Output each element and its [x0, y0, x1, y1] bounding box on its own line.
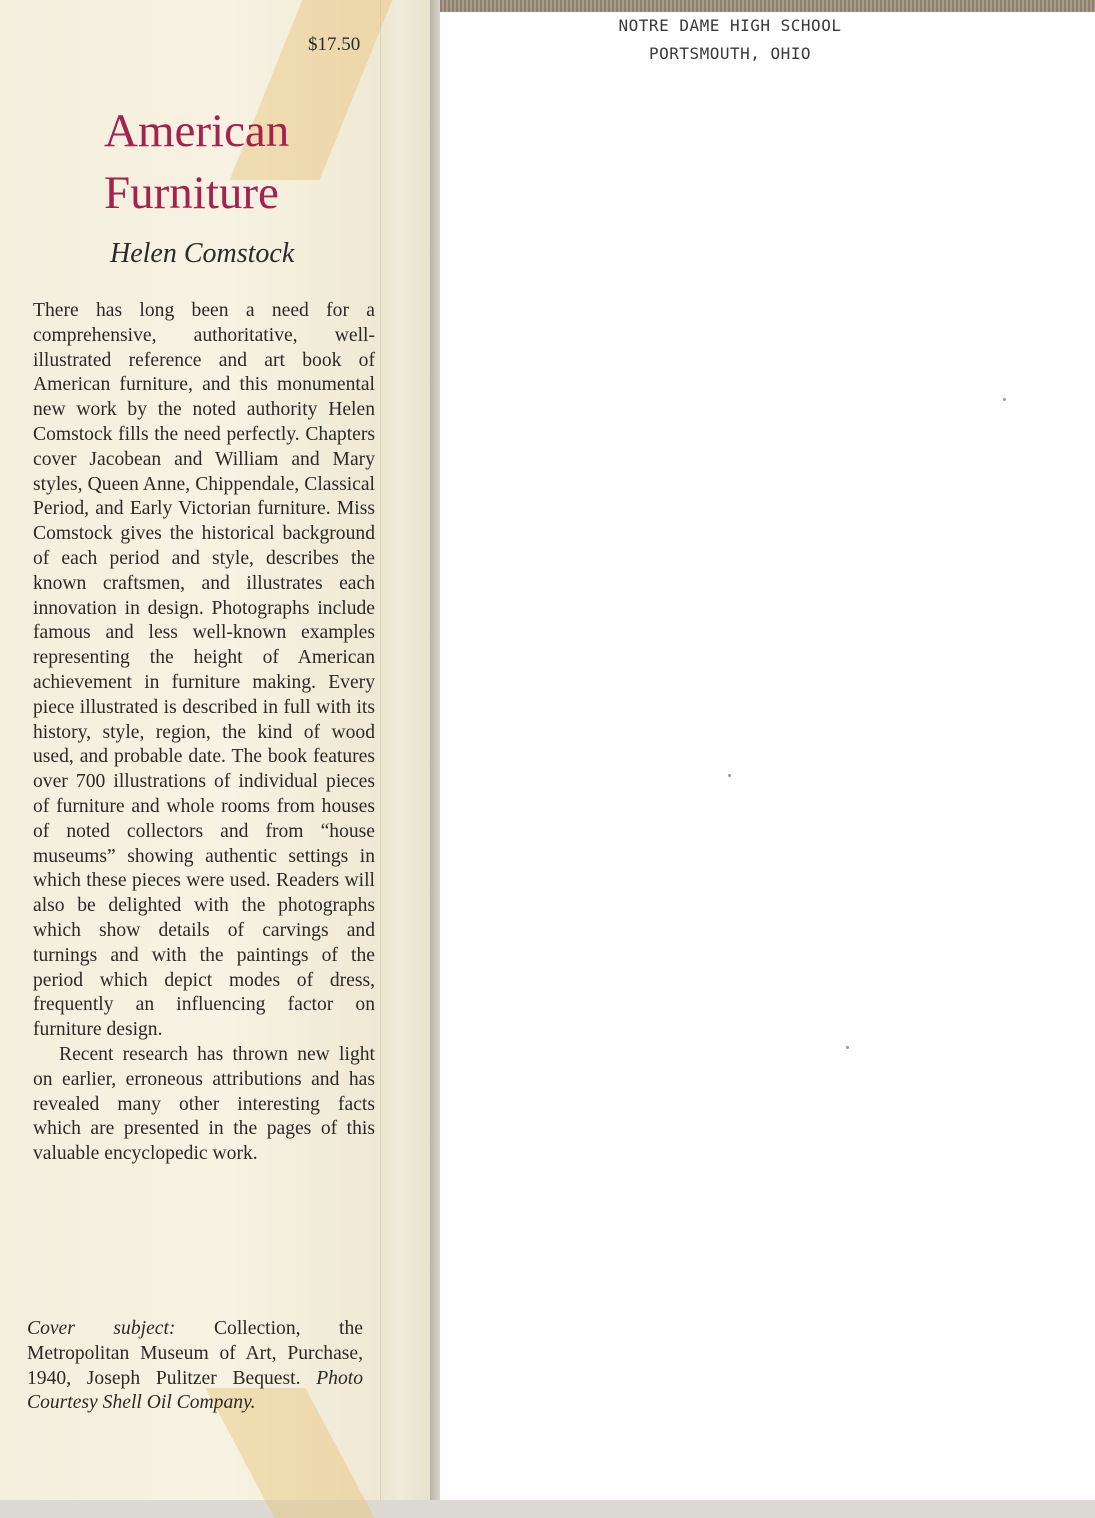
flap-fold-edge — [380, 0, 433, 1500]
cover-credit — [27, 1317, 363, 1416]
author-name: Helen Comstock — [110, 238, 295, 269]
stamp-line-1: NOTRE DAME HIGH SCHOOL — [618, 16, 842, 35]
photo-credit: Photo Courtesy Shell Oil Company. — [27, 1367, 363, 1414]
paper-speck — [1003, 398, 1006, 401]
paper-speck — [846, 1046, 849, 1049]
cloth-binding-strip — [440, 0, 1095, 12]
stamp-line-2: PORTSMOUTH, OHIO — [648, 44, 812, 63]
credit-label: Cover subject: — [27, 1318, 176, 1339]
book-title — [104, 100, 364, 224]
jacket-blurb — [33, 299, 375, 1167]
title-line-1: American — [104, 105, 290, 157]
fold-shadow — [430, 0, 440, 1500]
title-line-2: Furniture — [104, 167, 279, 219]
endpaper — [440, 12, 1095, 1500]
blurb-paragraph-2: Recent research has thrown new light on earlier, erroneous attributions and has revealed many other interesting facts which are presented in the pages of this valuable encyclopedic work. — [33, 1043, 375, 1165]
credit-text: Collection, the Metropolitan Museum of Art, Purchase, 1940, Joseph Pulitzer Bequest. — [27, 1318, 363, 1389]
paper-speck — [728, 774, 731, 777]
blurb-paragraph-1: There has long been a need for a comprehensive, authoritative, well-illustrated reference and art book of American furniture, and this monumental new work by the noted authority Helen Comstock fills the need perfectly. Chapters cover Jacobean and William and Mary styles, Queen Anne, Chippendale, Classical Period, and Early Victorian furniture. Miss Comstock gives the historical background of each period and style, describes the known craftsmen, and illustrates each innovation in design. Photographs include famous and less well-known examples representing the height of American achievement in furniture making. Every piece illustrated is described in full with its history, style, region, the kind of wood used, and probable date. The book features over 700 illustrations of individual pieces of furniture and whole rooms from houses of noted collectors and from “house museums” showing authentic settings in which these pieces were used. Readers will also be delighted with the photographs which show details of carvings and turnings and with the paintings of the period which depict modes of dress, frequently an influencing factor on furniture design. — [33, 300, 375, 1041]
price: $17.50 — [308, 34, 361, 55]
library-stamp — [610, 12, 850, 68]
